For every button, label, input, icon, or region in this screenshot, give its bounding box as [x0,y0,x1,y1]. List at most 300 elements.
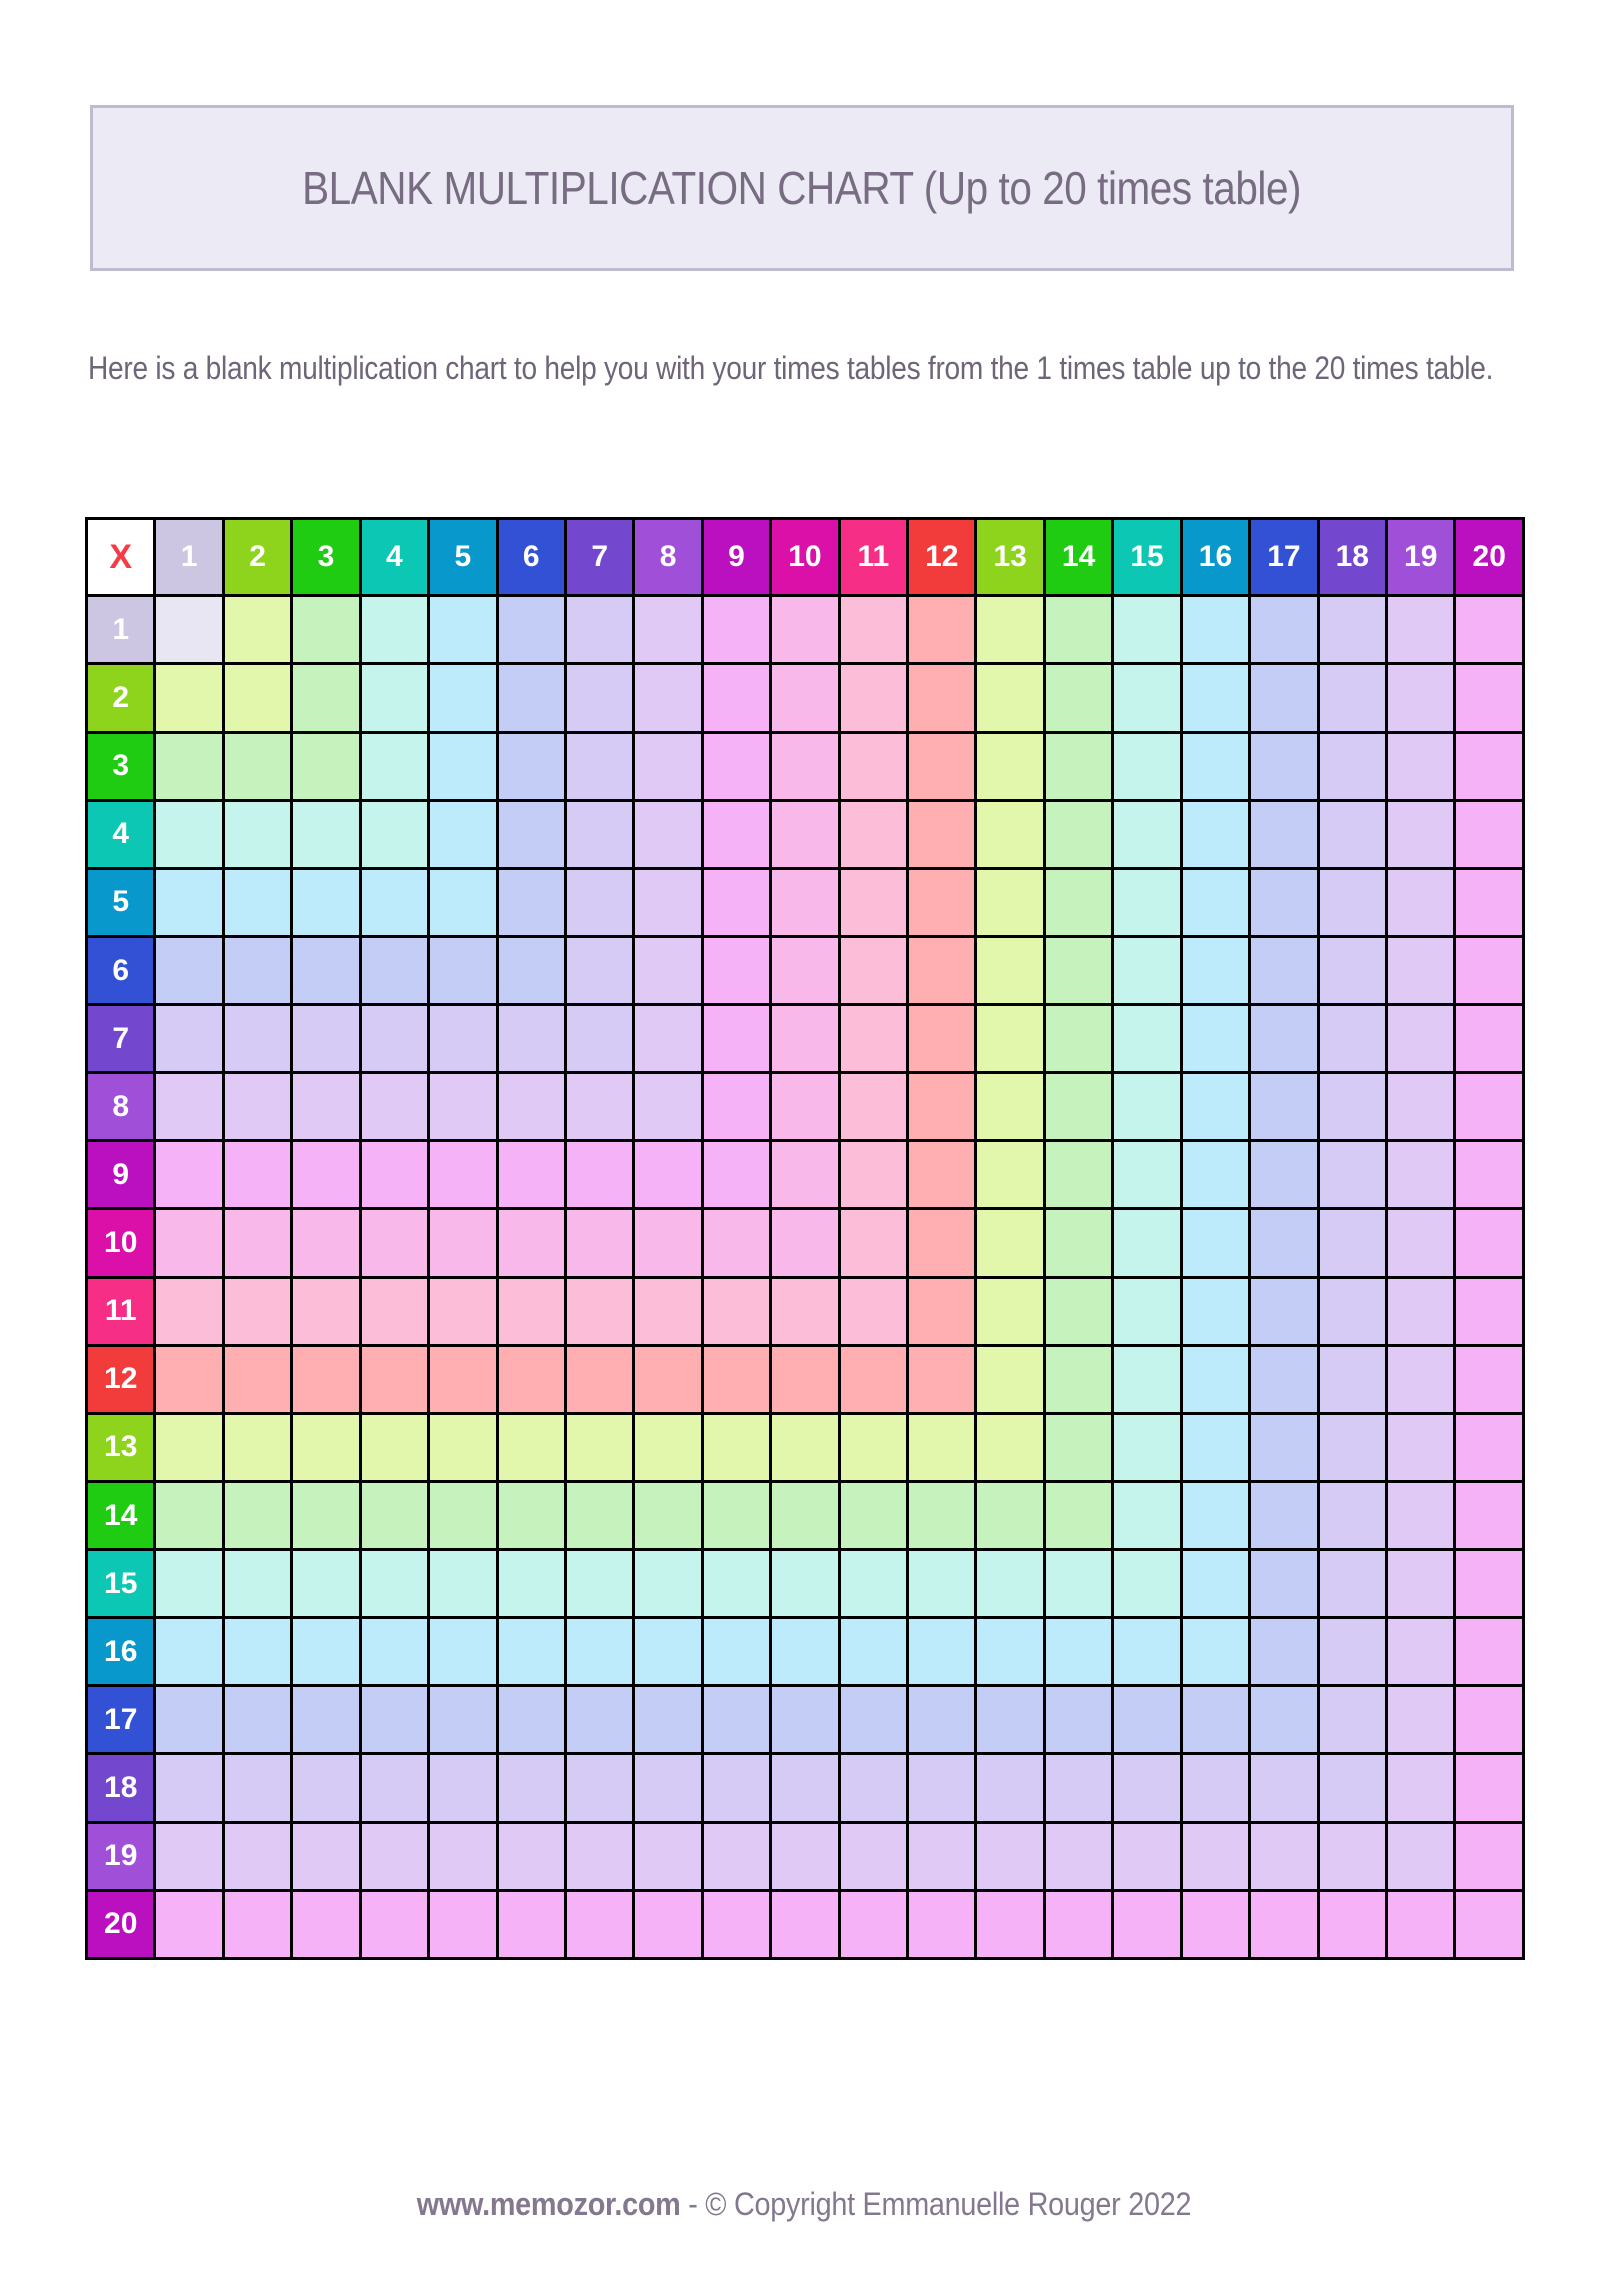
grid-cell [1181,1209,1249,1277]
grid-cell [155,1754,223,1822]
grid-cell [771,1890,839,1958]
grid-cell [908,1550,976,1618]
grid-cell [429,1890,497,1958]
grid-cell [1044,1209,1112,1277]
grid-cell [223,1277,291,1345]
row-header-13: 13 [87,1413,155,1481]
grid-cell [1250,800,1318,868]
grid-cell [771,1345,839,1413]
grid-cell [565,1890,633,1958]
grid-cell [1250,1209,1318,1277]
grid-cell [1044,1822,1112,1890]
grid-cell [634,1209,702,1277]
row-header-16: 16 [87,1618,155,1686]
grid-cell [1455,1209,1524,1277]
grid-cell [223,1073,291,1141]
grid-cell [565,1413,633,1481]
grid-cell [1318,800,1386,868]
col-header-1: 1 [155,519,223,596]
grid-cell [1113,1345,1181,1413]
grid-cell [1250,1413,1318,1481]
col-header-19: 19 [1387,519,1455,596]
grid-cell [565,936,633,1004]
grid-cell [1113,1754,1181,1822]
grid-cell [1455,1481,1524,1549]
col-header-4: 4 [360,519,428,596]
grid-cell [292,1550,360,1618]
grid-cell [908,1890,976,1958]
grid-cell [1387,1686,1455,1754]
grid-cell [976,1005,1044,1073]
grid-cell [1113,1277,1181,1345]
grid-cell [976,1073,1044,1141]
grid-cell [702,800,770,868]
grid-cell [976,800,1044,868]
grid-cell [976,1890,1044,1958]
grid-cell [634,664,702,732]
grid-cell [1044,1073,1112,1141]
grid-cell [223,868,291,936]
grid-cell [771,936,839,1004]
grid-cell [360,1550,428,1618]
grid-cell [771,1005,839,1073]
grid-cell [292,868,360,936]
table-row [87,1754,1524,1822]
grid-cell [976,596,1044,664]
grid-cell [292,1481,360,1549]
grid-cell [839,1686,907,1754]
col-header-17: 17 [1250,519,1318,596]
grid-cell [360,1618,428,1686]
footer-copyright: © Copyright Emmanuelle Rouger 2022 [705,2186,1192,2222]
grid-cell [360,1413,428,1481]
grid-cell [429,1822,497,1890]
grid-cell [155,1481,223,1549]
grid-cell [1455,800,1524,868]
grid-cell [565,1209,633,1277]
grid-cell [565,1550,633,1618]
grid-cell [1181,1550,1249,1618]
grid-cell [634,1073,702,1141]
row-header-3: 3 [87,732,155,800]
grid-cell [1318,1822,1386,1890]
grid-cell [1044,800,1112,868]
grid-cell [223,732,291,800]
grid-cell [155,1073,223,1141]
grid-cell [1455,596,1524,664]
footer-separator: - [680,2186,706,2222]
grid-cell [1181,1277,1249,1345]
grid-cell [1318,1686,1386,1754]
grid-cell [1387,1277,1455,1345]
grid-cell [839,1209,907,1277]
row-header-4: 4 [87,800,155,868]
grid-cell [1044,1413,1112,1481]
grid-cell [1113,1822,1181,1890]
grid-cell [223,1481,291,1549]
grid-cell [360,800,428,868]
grid-cell [1250,1481,1318,1549]
grid-cell [702,1345,770,1413]
grid-cell [1044,936,1112,1004]
grid-cell [1181,1686,1249,1754]
grid-cell [1250,1141,1318,1209]
grid-cell [1250,1890,1318,1958]
grid-cell [1181,1754,1249,1822]
grid-cell [634,1005,702,1073]
grid-cell [1044,1005,1112,1073]
grid-cell [429,1618,497,1686]
col-header-13: 13 [976,519,1044,596]
grid-cell [1455,1345,1524,1413]
grid-cell [702,1413,770,1481]
grid-cell [1113,1413,1181,1481]
grid-cell [223,664,291,732]
col-header-9: 9 [702,519,770,596]
grid-cell [429,1686,497,1754]
table-row [87,1005,1524,1073]
grid-cell [771,596,839,664]
grid-cell [634,1890,702,1958]
table-row [87,936,1524,1004]
grid-cell [497,1005,565,1073]
grid-cell [223,1754,291,1822]
grid-cell [771,1277,839,1345]
grid-cell [497,1890,565,1958]
grid-cell [292,1277,360,1345]
grid-cell [634,1618,702,1686]
grid-cell [1455,936,1524,1004]
row-header-1: 1 [87,596,155,664]
grid-cell [702,1005,770,1073]
grid-cell [497,1209,565,1277]
table-row [87,732,1524,800]
grid-cell [1387,596,1455,664]
grid-cell [1455,1890,1524,1958]
grid-cell [292,1686,360,1754]
grid-cell [1387,1550,1455,1618]
grid-cell [292,936,360,1004]
grid-cell [1455,1141,1524,1209]
col-header-18: 18 [1318,519,1386,596]
row-header-19: 19 [87,1822,155,1890]
col-header-6: 6 [497,519,565,596]
grid-cell [1113,1618,1181,1686]
grid-cell [771,1073,839,1141]
grid-cell [360,1209,428,1277]
grid-cell [1250,868,1318,936]
grid-cell [360,1277,428,1345]
grid-cell [1181,1618,1249,1686]
grid-cell [1455,664,1524,732]
grid-cell [1044,1550,1112,1618]
table-row [87,1277,1524,1345]
grid-cell [976,868,1044,936]
grid-cell [839,1413,907,1481]
grid-cell [1044,1141,1112,1209]
grid-cell [497,732,565,800]
grid-cell [908,1277,976,1345]
grid-cell [565,596,633,664]
grid-cell [1318,1754,1386,1822]
grid-cell [908,868,976,936]
grid-cell [155,732,223,800]
grid-cell [1455,1413,1524,1481]
grid-cell [1113,664,1181,732]
grid-cell [565,1618,633,1686]
grid-cell [908,732,976,800]
col-header-8: 8 [634,519,702,596]
grid-cell [1181,732,1249,800]
table-row [87,1890,1524,1958]
grid-cell [908,596,976,664]
grid-cell [702,1618,770,1686]
grid-cell [702,1754,770,1822]
grid-cell [839,596,907,664]
grid-cell [634,1686,702,1754]
grid-cell [908,1754,976,1822]
grid-cell [634,1141,702,1209]
grid-cell [839,868,907,936]
grid-cell [1181,1345,1249,1413]
grid-cell [155,1141,223,1209]
grid-cell [1387,1005,1455,1073]
grid-cell [634,732,702,800]
grid-cell [565,732,633,800]
grid-cell [1113,800,1181,868]
table-row [87,1073,1524,1141]
grid-cell [497,664,565,732]
grid-cell [429,1550,497,1618]
grid-cell [1044,1618,1112,1686]
grid-cell [1181,1141,1249,1209]
grid-cell [771,1413,839,1481]
grid-cell [565,1822,633,1890]
grid-cell [429,1413,497,1481]
grid-cell [1318,936,1386,1004]
header-row [87,519,1524,596]
grid-cell [771,1550,839,1618]
grid-cell [155,1890,223,1958]
grid-cell [976,1754,1044,1822]
grid-cell [360,1073,428,1141]
grid-cell [429,800,497,868]
grid-cell [155,1277,223,1345]
multiplication-table [85,517,1525,1960]
col-header-15: 15 [1113,519,1181,596]
grid-cell [908,664,976,732]
grid-cell [292,1618,360,1686]
grid-cell [1044,1277,1112,1345]
grid-cell [1181,1890,1249,1958]
grid-cell [1387,936,1455,1004]
grid-cell [360,936,428,1004]
grid-cell [634,868,702,936]
grid-cell [360,1141,428,1209]
grid-cell [634,936,702,1004]
grid-cell [497,800,565,868]
grid-cell [702,732,770,800]
grid-cell [155,1413,223,1481]
col-header-16: 16 [1181,519,1249,596]
row-header-15: 15 [87,1550,155,1618]
grid-cell [565,1686,633,1754]
grid-cell [908,1141,976,1209]
grid-cell [839,1822,907,1890]
grid-cell [1044,1345,1112,1413]
grid-cell [292,1345,360,1413]
grid-cell [1387,1754,1455,1822]
grid-cell [1318,1481,1386,1549]
grid-cell [292,1209,360,1277]
grid-cell [839,936,907,1004]
row-header-18: 18 [87,1754,155,1822]
grid-cell [292,664,360,732]
grid-cell [702,936,770,1004]
grid-cell [565,800,633,868]
grid-cell [155,1345,223,1413]
grid-cell [223,1822,291,1890]
grid-cell [1455,1754,1524,1822]
grid-cell [1044,732,1112,800]
grid-cell [839,1481,907,1549]
grid-cell [497,1481,565,1549]
row-header-7: 7 [87,1005,155,1073]
grid-cell [1044,1890,1112,1958]
grid-cell [1455,1005,1524,1073]
table-row [87,1209,1524,1277]
grid-cell [360,1822,428,1890]
col-header-2: 2 [223,519,291,596]
row-header-6: 6 [87,936,155,1004]
grid-cell [839,732,907,800]
grid-cell [155,1005,223,1073]
grid-cell [771,732,839,800]
grid-cell [1250,732,1318,800]
grid-cell [1318,664,1386,732]
grid-cell [155,1209,223,1277]
grid-cell [1181,936,1249,1004]
grid-cell [1113,1686,1181,1754]
grid-cell [1113,1209,1181,1277]
grid-cell [429,936,497,1004]
grid-cell [1387,664,1455,732]
grid-cell [1318,1073,1386,1141]
grid-cell [429,1481,497,1549]
grid-cell [1250,1277,1318,1345]
grid-cell [565,1754,633,1822]
grid-cell [702,1209,770,1277]
table-row [87,664,1524,732]
grid-cell [1387,1345,1455,1413]
grid-cell [908,800,976,868]
grid-cell [292,1141,360,1209]
table-row [87,800,1524,868]
grid-cell [1250,1005,1318,1073]
grid-cell [223,936,291,1004]
grid-cell [360,1754,428,1822]
grid-cell [976,732,1044,800]
grid-cell [1181,1005,1249,1073]
grid-cell [155,868,223,936]
grid-cell [155,800,223,868]
row-header-20: 20 [87,1890,155,1958]
grid-cell [1044,868,1112,936]
grid-cell [360,664,428,732]
grid-cell [1250,596,1318,664]
grid-cell [1044,664,1112,732]
grid-cell [1318,868,1386,936]
grid-cell [1387,1413,1455,1481]
grid-cell [360,1345,428,1413]
grid-cell [429,1345,497,1413]
grid-cell [1387,1209,1455,1277]
grid-cell [292,1890,360,1958]
col-header-20: 20 [1455,519,1524,596]
grid-cell [429,664,497,732]
grid-cell [1181,800,1249,868]
footer-credit [80,2186,1527,2223]
grid-cell [429,596,497,664]
grid-cell [1250,1754,1318,1822]
grid-cell [1113,1141,1181,1209]
grid-cell [839,1073,907,1141]
grid-cell [839,800,907,868]
grid-cell [292,1073,360,1141]
grid-cell [360,1686,428,1754]
grid-cell [1455,1822,1524,1890]
grid-cell [976,1686,1044,1754]
row-header-17: 17 [87,1686,155,1754]
grid-cell [292,1413,360,1481]
grid-cell [223,800,291,868]
grid-cell [429,1005,497,1073]
grid-cell [155,1550,223,1618]
grid-cell [1250,1618,1318,1686]
grid-cell [292,1005,360,1073]
grid-cell [634,1822,702,1890]
grid-cell [908,1209,976,1277]
grid-cell [976,1345,1044,1413]
grid-cell [1181,664,1249,732]
grid-cell [1455,868,1524,936]
grid-cell [1455,1550,1524,1618]
grid-cell [292,1754,360,1822]
grid-cell [908,1073,976,1141]
grid-cell [1318,1345,1386,1413]
grid-cell [1181,868,1249,936]
col-header-7: 7 [565,519,633,596]
grid-cell [497,868,565,936]
grid-cell [1113,1073,1181,1141]
grid-cell [223,1550,291,1618]
grid-cell [1318,1141,1386,1209]
grid-cell [1387,1073,1455,1141]
grid-cell [497,1141,565,1209]
grid-cell [497,1550,565,1618]
row-header-14: 14 [87,1481,155,1549]
grid-cell [1387,1141,1455,1209]
grid-cell [771,1481,839,1549]
grid-cell [292,1822,360,1890]
grid-cell [839,1754,907,1822]
grid-cell [429,1754,497,1822]
grid-cell [976,1209,1044,1277]
grid-cell [976,1413,1044,1481]
grid-cell [702,1277,770,1345]
grid-cell [702,1141,770,1209]
grid-cell [976,664,1044,732]
